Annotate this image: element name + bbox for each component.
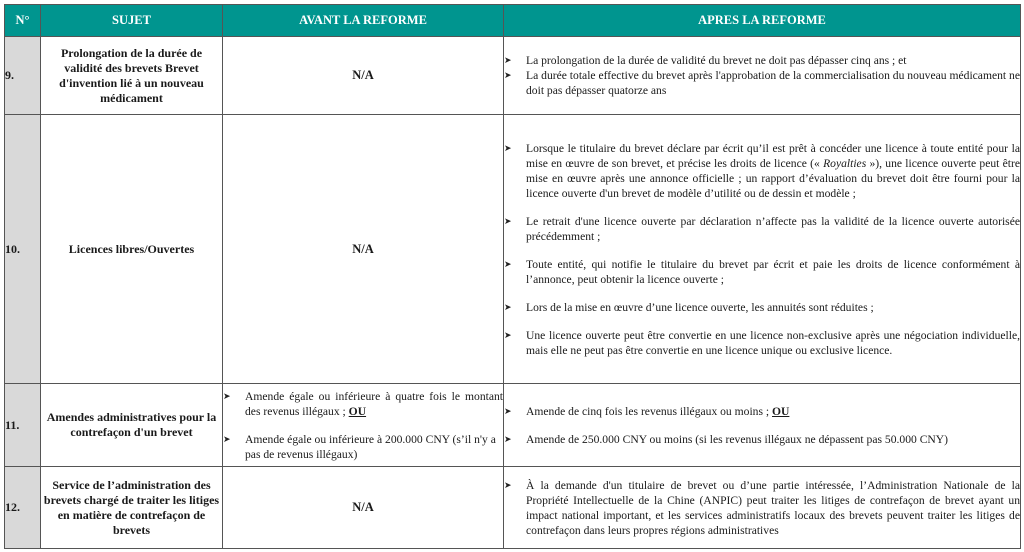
bullet-item: ➤ Amende de cinq fois les revenus illégaux ou moins ; OU [504, 404, 790, 418]
arrowhead-bullet-icon: ➤ [223, 390, 231, 401]
row-subject: Prolongation de la durée de validité des brevets Brevet d'invention lié à un nouveau médicament [41, 37, 223, 115]
header-after-reform: APRES LA REFORME [504, 5, 1021, 37]
bullet-item: ➤ À la demande d'un titulaire de brevet ou d’une partie intéressée, l’Administration Nationale de la Propriété Intellectuelle de la Chine (ANPIC) peut traiter les litiges de contrefaçon de brevet ayant un impact national important, et les services administratifs locaux des brevets peuvent traiter les litiges de contrefaçon dans leurs propres régions administratives [504, 478, 1020, 537]
before-reform-value: N/A [223, 467, 504, 549]
header-number: N° [5, 5, 41, 37]
bullet-item: ➤ Une licence ouverte peut être convertie en une licence non-exclusive après une négociation individuelle, mais elle ne peut pas être convertie en une licence unique ou exclusive licence. [504, 328, 1020, 357]
before-reform-cell [223, 384, 504, 467]
arrowhead-bullet-icon: ➤ [504, 142, 512, 153]
before-reform-value: N/A [223, 115, 504, 384]
table-header-row [5, 5, 1021, 37]
table-row [5, 467, 1021, 549]
after-reform-cell [504, 467, 1021, 549]
arrowhead-bullet-icon: ➤ [504, 70, 512, 80]
row-subject: Amendes administratives pour la contrefaçon d'un brevet [41, 384, 223, 467]
after-reform-cell [504, 384, 1021, 467]
arrowhead-bullet-icon: ➤ [504, 55, 512, 65]
row-subject: Service de l’administration des brevets chargé de traiter les litiges en matière de contrefaçon de brevets [41, 467, 223, 549]
arrowhead-bullet-icon: ➤ [504, 258, 512, 269]
bullet-item: ➤ Amende de 250.000 CNY ou moins (si les revenus illégaux ne dépassent pas 50.000 CNY) [504, 432, 949, 446]
arrowhead-bullet-icon: ➤ [504, 479, 512, 490]
arrowhead-bullet-icon: ➤ [504, 215, 512, 226]
row-number: 11. [5, 384, 41, 467]
bullet-item: ➤ La durée totale effective du brevet après l'approbation de la commercialisation du nouveau médicament ne doit pas dépasser quatorze ans [504, 69, 1020, 97]
row-number: 10. [5, 115, 41, 384]
before-reform-value: N/A [223, 37, 504, 115]
arrowhead-bullet-icon: ➤ [504, 301, 512, 312]
bullet-item: ➤ Lors de la mise en œuvre d’une licence ouverte, les annuités sont réduites ; [504, 300, 874, 314]
arrowhead-bullet-icon: ➤ [223, 433, 231, 444]
bullet-item: ➤ Amende égale ou inférieure à 200.000 CNY (s’il n'y a pas de revenus illégaux) [223, 432, 496, 461]
table-row [5, 115, 1021, 384]
row-number: 9. [5, 37, 41, 115]
arrowhead-bullet-icon: ➤ [504, 329, 512, 340]
after-reform-cell [504, 37, 1021, 115]
header-subject: SUJET [41, 5, 223, 37]
after-reform-cell [504, 115, 1021, 384]
arrowhead-bullet-icon: ➤ [504, 405, 512, 416]
header-before-reform: AVANT LA REFORME [223, 5, 504, 37]
table-row [5, 384, 1021, 467]
reform-comparison-table [4, 4, 1021, 549]
bullet-item: ➤ Lorsque le titulaire du brevet déclare par écrit qu’il est prêt à concéder une licence à toute entité pour la mise en œuvre de son brevet, et précise les droits de licence (« Royalties »), une licence ouverte peut être mise en œuvre après une annonce officielle ; un rapport d’évaluation du brevet doit être fourni pour la licence ouverte d'un brevet de modèle d’utilité ou de dessin et modèle ; [504, 141, 1021, 200]
row-number: 12. [5, 467, 41, 549]
bullet-item: ➤ Amende égale ou inférieure à quatre fois le montant des revenus illégaux ; OU [223, 389, 503, 418]
bullet-item: ➤ Toute entité, qui notifie le titulaire du brevet par écrit et paie les droits de licence conformément à l’annonce, peut obtenir la licence ouverte ; [504, 257, 1020, 286]
row-subject: Licences libres/Ouvertes [41, 115, 223, 384]
bullet-item: ➤ Le retrait d'une licence ouverte par déclaration n’affecte pas la validité de la licence ouverte autorisée précédemment ; [504, 214, 1020, 243]
arrowhead-bullet-icon: ➤ [504, 433, 512, 444]
bullet-item: ➤ La prolongation de la durée de validité du brevet ne doit pas dépasser cinq ans ; et [504, 54, 907, 67]
table-row [5, 37, 1021, 115]
